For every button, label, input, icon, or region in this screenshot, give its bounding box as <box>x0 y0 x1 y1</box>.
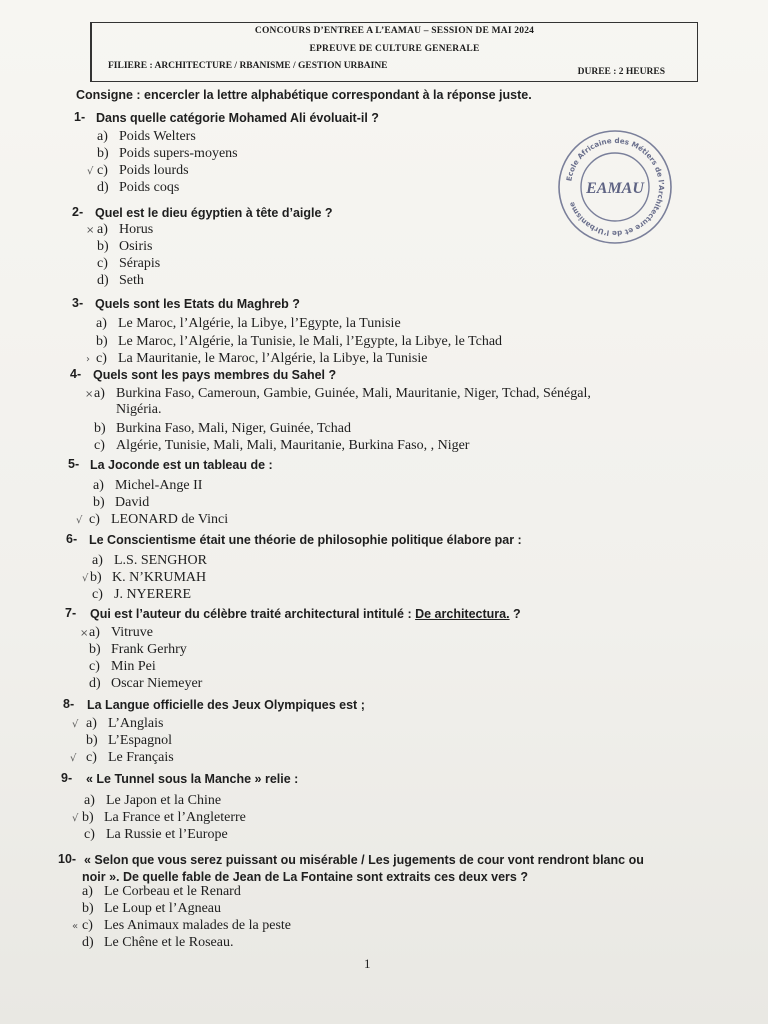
option-c[interactable]: c) Min Pei <box>89 659 156 674</box>
option-b[interactable]: b) Poids supers-moyens <box>97 146 238 161</box>
check-mark-icon: √ <box>87 166 94 177</box>
option-a[interactable]: a) Michel-Ange II <box>93 478 203 493</box>
header-box <box>90 22 698 82</box>
check-mark-icon: √ <box>72 719 79 730</box>
option-b[interactable]: b) David <box>93 495 150 510</box>
question-number: 1- <box>74 110 86 124</box>
question-text: Quel est le dieu égyptien à tête d’aigle ? <box>95 206 333 220</box>
option-d[interactable]: d) Poids coqs <box>97 180 180 195</box>
option-d[interactable]: d) Oscar Niemeyer <box>89 676 203 691</box>
question-number: 5- <box>68 457 80 471</box>
option-c[interactable]: c) La Russie et l’Europe <box>84 827 228 842</box>
option-d[interactable]: d) Le Chêne et le Roseau. <box>82 935 234 950</box>
question-number: 9- <box>61 771 73 785</box>
option-a[interactable]: a) Le Maroc, l’Algérie, la Libye, l’Egypte, la Tunisie <box>96 316 401 331</box>
question-text: La Joconde est un tableau de : <box>90 458 273 472</box>
check-mark-icon: › <box>86 354 90 365</box>
option-b[interactable]: b) Burkina Faso, Mali, Niger, Guinée, Tchad <box>94 421 351 436</box>
question-number: 7- <box>65 606 77 620</box>
question-text: Le Conscientisme était une théorie de philosophie politique élabore par : <box>89 533 522 547</box>
option-b[interactable]: b) La France et l’Angleterre <box>82 810 246 825</box>
option-d[interactable]: d) Seth <box>97 273 144 288</box>
header-subtitle: EPREUVE DE CULTURE GENERALE <box>309 44 480 54</box>
option-a[interactable]: a) L’Anglais <box>86 716 164 731</box>
cross-mark-icon: × <box>86 225 95 236</box>
option-a-continued: Nigéria. <box>116 402 162 417</box>
book-title: De architectura. <box>415 607 510 621</box>
question-number: 4- <box>70 367 82 381</box>
check-mark-icon: √ <box>70 753 77 764</box>
option-a[interactable]: a) Le Corbeau et le Renard <box>82 884 241 899</box>
header-title: CONCOURS D’ENTREE A L’EAMAU – SESSION DE MAI 2024 <box>254 26 535 36</box>
option-a[interactable]: a) Poids Welters <box>97 129 196 144</box>
option-c[interactable]: c) Algérie, Tunisie, Mali, Mali, Mauritanie, Burkina Faso, , Niger <box>94 438 470 453</box>
question-text: Dans quelle catégorie Mohamed Ali évoluait-il ? <box>96 111 379 125</box>
option-b[interactable]: b) K. N’KRUMAH <box>90 570 207 585</box>
question-number: 3- <box>72 296 84 310</box>
question-number: 6- <box>66 532 78 546</box>
option-c[interactable]: c) La Mauritanie, le Maroc, l’Algérie, la Libye, la Tunisie <box>96 351 428 366</box>
question-number: 8- <box>63 697 75 711</box>
question-number: 2- <box>72 205 84 219</box>
question-number: 10- <box>58 852 77 866</box>
instructions: Consigne : encercler la lettre alphabétique correspondant à la réponse juste. <box>76 88 532 102</box>
check-mark-icon: « <box>72 921 79 932</box>
stamp-ring-text: Ecole Africaine des Métiers de l’Architecture et de l’Urbanisme <box>564 135 667 239</box>
question-text-continued: noir ». De quelle fable de Jean de La Fontaine sont extraits ces deux vers ? <box>82 870 528 884</box>
check-mark-icon: √ <box>72 813 79 824</box>
cross-mark-icon: × <box>80 628 89 639</box>
page-number: 1 <box>364 956 371 971</box>
option-a[interactable]: a) L.S. SENGHOR <box>92 553 207 568</box>
option-c[interactable]: c) Les Animaux malades de la peste <box>82 918 291 933</box>
check-mark-icon: √ <box>76 515 83 526</box>
check-mark-icon: √ <box>82 573 89 584</box>
option-b[interactable]: b) Le Maroc, l’Algérie, la Tunisie, le Mali, l’Egypte, la Libye, le Tchad <box>96 334 503 349</box>
option-a[interactable]: a) Le Japon et la Chine <box>84 793 222 808</box>
option-c[interactable]: c) Le Français <box>86 750 174 765</box>
stamp-center-text: EAMAU <box>586 180 644 197</box>
eamau-stamp <box>556 128 674 246</box>
question-text: Qui est l’auteur du célèbre traité architectural intitulé : De architectura. ? <box>90 607 521 621</box>
question-text: « Le Tunnel sous la Manche » relie : <box>86 772 299 786</box>
cross-mark-icon: × <box>85 389 94 400</box>
question-text: Quels sont les pays membres du Sahel ? <box>93 368 337 382</box>
option-b[interactable]: b) L’Espagnol <box>86 733 173 748</box>
option-c[interactable]: c) J. NYERERE <box>92 587 191 602</box>
header-duree: DUREE : 2 HEURES <box>577 67 665 77</box>
option-a[interactable]: a) Burkina Faso, Cameroun, Gambie, Guinée, Mali, Mauritanie, Niger, Tchad, Sénégal, <box>94 386 591 401</box>
option-c[interactable]: c) Sérapis <box>97 256 161 271</box>
question-text: « Selon que vous serez puissant ou misérable / Les jugements de cour vont rendront blanc ou <box>84 853 644 867</box>
option-b[interactable]: b) Le Loup et l’Agneau <box>82 901 222 916</box>
header-filiere: FILIERE : ARCHITECTURE / RBANISME / GESTION URBAINE <box>108 61 388 71</box>
option-a[interactable]: a) Horus <box>97 222 154 237</box>
question-text: La Langue officielle des Jeux Olympiques est ; <box>87 698 365 712</box>
option-c[interactable]: c) Poids lourds <box>97 163 189 178</box>
option-c[interactable]: c) LEONARD de Vinci <box>89 512 229 527</box>
option-b[interactable]: b) Frank Gerhry <box>89 642 187 657</box>
question-text: Quels sont les Etats du Maghreb ? <box>95 297 300 311</box>
option-a[interactable]: a) Vitruve <box>89 625 153 640</box>
option-b[interactable]: b) Osiris <box>97 239 153 254</box>
